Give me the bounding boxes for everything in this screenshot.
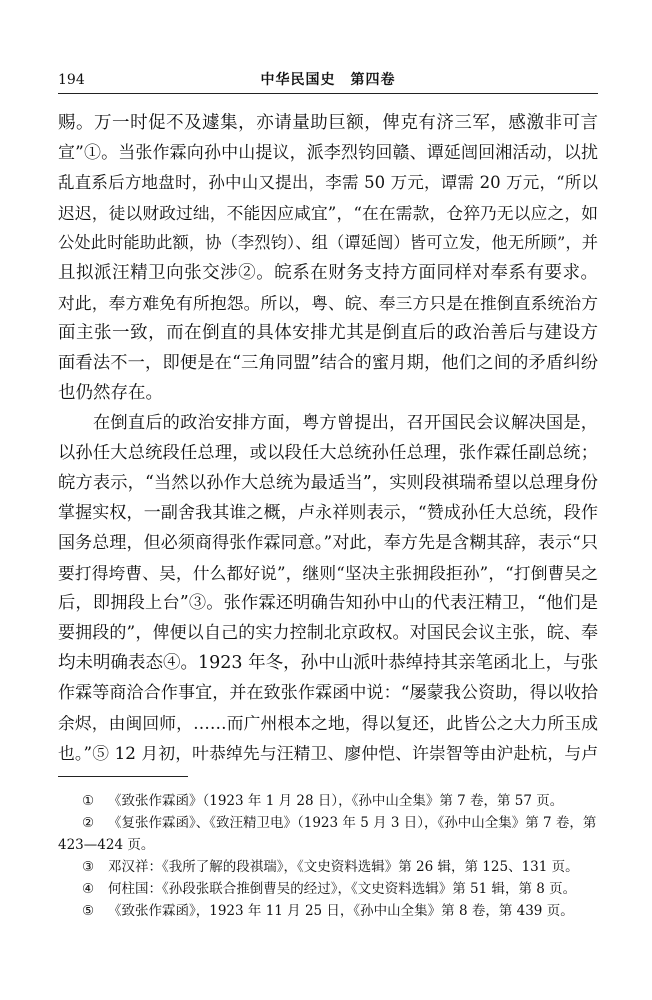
text-line: 后，即拥段上台”③。张作霖还明确告知孙中山的代表汪精卫，“他们是 xyxy=(58,593,598,613)
text-line: 对此，奉方难免有所抱怨。所以，粤、皖、奉三方只是在推倒直系统治方 xyxy=(58,293,598,313)
footnotes xyxy=(58,790,598,922)
body-text xyxy=(58,108,598,768)
footnote-2 xyxy=(58,812,598,834)
footnote-text: 邓汉祥：《我所了解的段祺瑞》，《文史资料选辑》第 26 辑，第 125、131 页。 xyxy=(108,859,579,875)
page-number: 194 xyxy=(58,72,85,88)
running-title: 中华民国史 第四卷 xyxy=(260,72,396,88)
text-line: 均未明确表态④。1923 年冬，孙中山派叶恭绰持其亲笔函北上，与张 xyxy=(58,653,599,673)
text-line: 也。”⑤ 12 月初，叶恭绰先与汪精卫、廖仲恺、许崇智等由沪赴杭，与卢 xyxy=(58,743,598,763)
text-line: 迟迟，徒以财政过绌，不能因应咸宜”，“在在需款，仓猝乃无以应之，如 xyxy=(58,203,598,223)
text-line: 且拟派汪精卫向张交涉②。皖系在财务支持方面同样对奉系有要求。 xyxy=(58,263,598,283)
text-line: 要打得垮曹、吴，什么都好说”，继则“坚决主张拥段拒孙”，“打倒曹吴之 xyxy=(58,563,598,583)
text-line: 以孙任大总统段任总理，或以段任大总统孙任总理，张作霖任副总统； xyxy=(58,443,598,463)
text-line: 皖方表示，“当然以孙作大总统为最适当”，实则段祺瑞希望以总理身份 xyxy=(58,473,598,493)
header-rule xyxy=(58,93,598,94)
text-line: 在倒直后的政治安排方面，粤方曾提出，召开国民会议解决国是， xyxy=(93,413,598,433)
text-line: 作霖等商洽合作事宜，并在致张作霖函中说：“屡蒙我公资助，得以收拾 xyxy=(58,683,598,703)
footnote-3 xyxy=(58,856,598,878)
text-line: 要拥段的”，俾便以自己的实力控制北京政权。对国民会议主张，皖、奉 xyxy=(58,623,598,643)
footnote-text: 《致张作霖函》（1923 年 1 月 28 日），《孙中山全集》第 7 卷，第 57 页。 xyxy=(108,793,564,809)
footnote-marker: ④ xyxy=(82,881,95,897)
footnote-marker: ③ xyxy=(82,859,95,875)
text-line: 余烬，由闽回师，……而广州根本之地，得以复还，此皆公之大力所玉成 xyxy=(58,713,598,733)
text-line: 赐。万一时促不及遽集，亦请量助巨额，俾克有济三军，感激非可言 xyxy=(58,113,598,133)
text-line: 宣”①。当张作霖向孙中山提议，派李烈钧回赣、谭延闿回湘活动，以扰 xyxy=(58,143,598,163)
text-line: 乱直系后方地盘时，孙中山又提出，李需 50 万元，谭需 20 万元，“所以 xyxy=(58,173,598,192)
text-line: 公处此时能助此额，协（李烈钧）、组（谭延闿）皆可立发，他无所顾”，并 xyxy=(58,233,598,252)
page-header xyxy=(58,70,598,90)
footnote-4 xyxy=(58,878,598,900)
text-line: 掌握实权，一副舍我其谁之概，卢永祥则表示，“赞成孙任大总统，段作 xyxy=(58,503,598,523)
text-line: 国务总理，但必须商得张作霖同意。”对此，奉方先是含糊其辞，表示“只 xyxy=(58,533,598,553)
text-line: 也仍然存在。 xyxy=(58,383,163,403)
footnote-rule xyxy=(58,776,188,777)
footnote-text: 《复张作霖函》、《致汪精卫电》（1923 年 5 月 3 日），《孙中山全集》第 7 卷，第 xyxy=(108,815,597,831)
footnote-marker: ① xyxy=(82,793,95,809)
text-line: 面看法不一，即便是在“三角同盟”结合的蜜月期，他们之间的矛盾纠纷 xyxy=(58,353,598,373)
footnote-text: 《致张作霖函》，1923 年 11 月 25 日，《孙中山全集》第 8 卷，第 439 页。 xyxy=(108,903,574,919)
footnote-1 xyxy=(58,790,598,812)
footnote-2-continuation: 423—424 页。 xyxy=(58,837,155,853)
footnote-marker: ⑤ xyxy=(82,903,95,919)
footnote-text: 何柱国：《孙段张联合推倒曹吴的经过》，《文史资料选辑》第 51 辑，第 8 页。 xyxy=(108,881,577,897)
text-line: 面主张一致，而在倒直的具体安排尤其是倒直后的政治善后与建设方 xyxy=(58,323,598,343)
footnote-marker: ② xyxy=(82,815,95,831)
footnote-5 xyxy=(58,900,598,922)
